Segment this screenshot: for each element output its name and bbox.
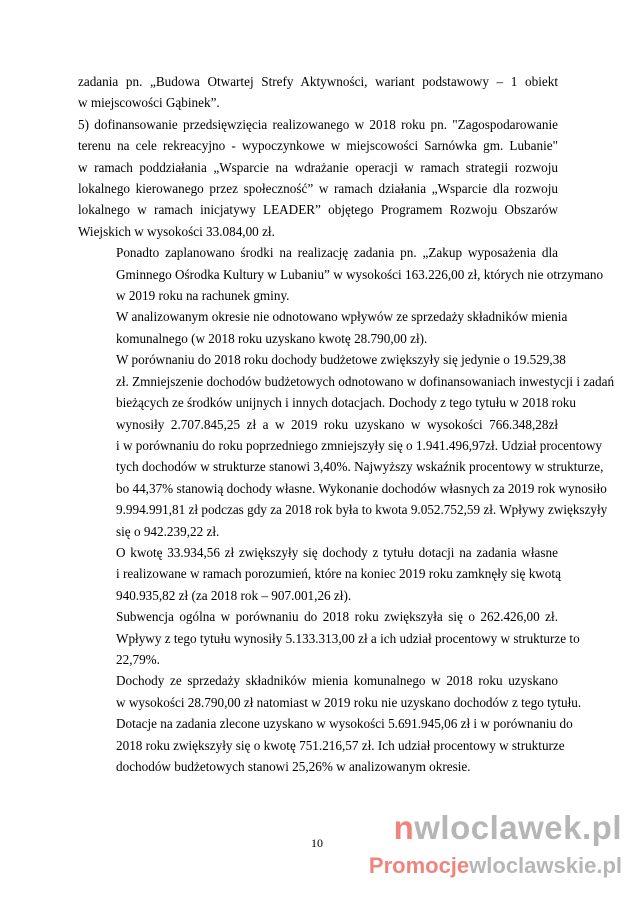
text-line: w miejscowości Gąbinek”. (78, 95, 220, 111)
text-line: Dochody ze sprzedaży składników mienia komunalnego w 2018 roku uzyskano (116, 673, 558, 689)
watermark-logo (369, 808, 622, 880)
paragraph (78, 242, 604, 306)
text-line: 9.994.991,81 zł podczas gdy za 2018 rok była to kwota 9.052.752,59 zł. Wpływy zwiększyły (116, 502, 608, 518)
paragraph (78, 71, 558, 114)
paragraph (78, 306, 568, 349)
text-line: w ramach poddziałania „Wsparcie na wdrażanie operacji w ramach strategii rozwoju (78, 159, 558, 175)
text-line: lokalnego kierowanego przez społeczność” w ramach działania „Wsparcie dla rozwoju (78, 181, 558, 197)
text-line: lokalnego w ramach inicjatywy LEADER” objętego Programem Rozwoju Obszarów (78, 202, 558, 218)
text-line: Gminnego Ośrodka Kultury w Lubaniu” w wysokości 163.226,00 zł, których nie otrzymano (116, 266, 604, 282)
text-line: tych dochodów w strukturze stanowi 3,40%. Najwyższy wskaźnik procentowy w strukturze, (116, 459, 604, 475)
text-line: terenu na cele rekreacyjno - wypoczynkowe w miejscowości Sarnówka gm. Lubanie" (78, 138, 558, 154)
watermark-line-2-gray: wloclawskie.pl (469, 853, 622, 878)
text-line: się o 942.239,22 zł. (116, 523, 220, 539)
text-line: i realizowane w ramach porozumień, które na koniec 2019 roku zamknęły się kwotą (116, 566, 561, 582)
paragraph (78, 114, 558, 242)
text-line: Ponadto zaplanowano środki na realizację zadania pn. „Zakup wyposażenia dla (116, 245, 558, 261)
text-line: komunalnego (w 2018 roku uzyskano kwotę 28.790,00 zł). (116, 330, 428, 346)
watermark-line-1-red: n (393, 809, 415, 846)
text-line: 2018 roku zwiększyły się o kwotę 751.216,57 zł. Ich udział procentowy w strukturze (116, 737, 565, 753)
text-line: zł. Zmniejszenie dochodów budżetowych odnotowano w dofinansowaniach inwestycji i zadań (116, 373, 615, 389)
text-line: dochodów budżetowych stanowi 25,26% w analizowanym okresie. (116, 759, 471, 774)
paragraph (78, 606, 580, 670)
watermark-line-2-red: Promocje (368, 853, 470, 878)
text-line: w 2019 roku na rachunek gminy. (116, 288, 290, 304)
text-line: 22,79%. (116, 651, 160, 667)
text-line: 940.935,82 zł (za 2018 rok – 907.001,26 zł). (116, 587, 352, 603)
text-line: w wysokości 28.790,00 zł natomiast w 2019 roku nie uzyskano dochodów z tego tytułu. (116, 694, 582, 710)
watermark-line-2 (369, 852, 622, 880)
text-line: bieżących ze środków unijnych i innych dotacjach. Dochody z tego tytułu w 2018 roku (116, 395, 576, 411)
page-number: 10 (311, 836, 323, 850)
text-line: Dotacje na zadania zlecone uzyskano w wysokości 5.691.945,06 zł i w porównaniu do (116, 716, 573, 732)
text-line: zadania pn. „Budowa Otwartej Strefy Aktywności, wariant podstawowy – 1 obiekt (78, 74, 558, 89)
text-line: Wiejskich w wysokości 33.084,00 zł. (78, 223, 275, 239)
text-line: W analizowanym okresie nie odnotowano wpływów ze sprzedaży składników mienia (116, 309, 568, 325)
text-line: W porównaniu do 2018 roku dochody budżetowe zwiększyły się jedynie o 19.529,38 (116, 352, 566, 368)
paragraph (78, 349, 615, 542)
paragraph (78, 670, 582, 713)
text-line: wynosiły 2.707.845,25 zł a w 2019 roku uzyskano w wysokości 766.348,28zł (116, 416, 558, 432)
watermark-line-1-gray: wloclawek.pl (414, 809, 622, 846)
text-line: Wpływy z tego tytułu wynosiły 5.133.313,00 zł a ich udział procentowy w strukturze to (116, 630, 580, 646)
text-line: Subwencja ogólna w porównaniu do 2018 roku zwiększyła się o 262.426,00 zł. (116, 609, 558, 625)
watermark-line-1 (369, 808, 622, 848)
body-text (78, 71, 615, 777)
text-line: bo 44,37% stanowią dochody własne. Wykonanie dochodów własnych za 2019 rok wynosiło (116, 480, 607, 496)
text-line: 5) dofinansowanie przedsięwzięcia realizowanego w 2018 roku pn. "Zagospodarowanie (78, 116, 558, 132)
paragraph (78, 713, 573, 777)
text-line: i w porównaniu do roku poprzedniego zmniejszyły się o 1.941.496,97zł. Udział procentowy (116, 437, 602, 453)
paragraph (78, 542, 561, 606)
text-line: O kwotę 33.934,56 zł zwiększyły się dochody z tytułu dotacji na zadania własne (116, 544, 558, 560)
